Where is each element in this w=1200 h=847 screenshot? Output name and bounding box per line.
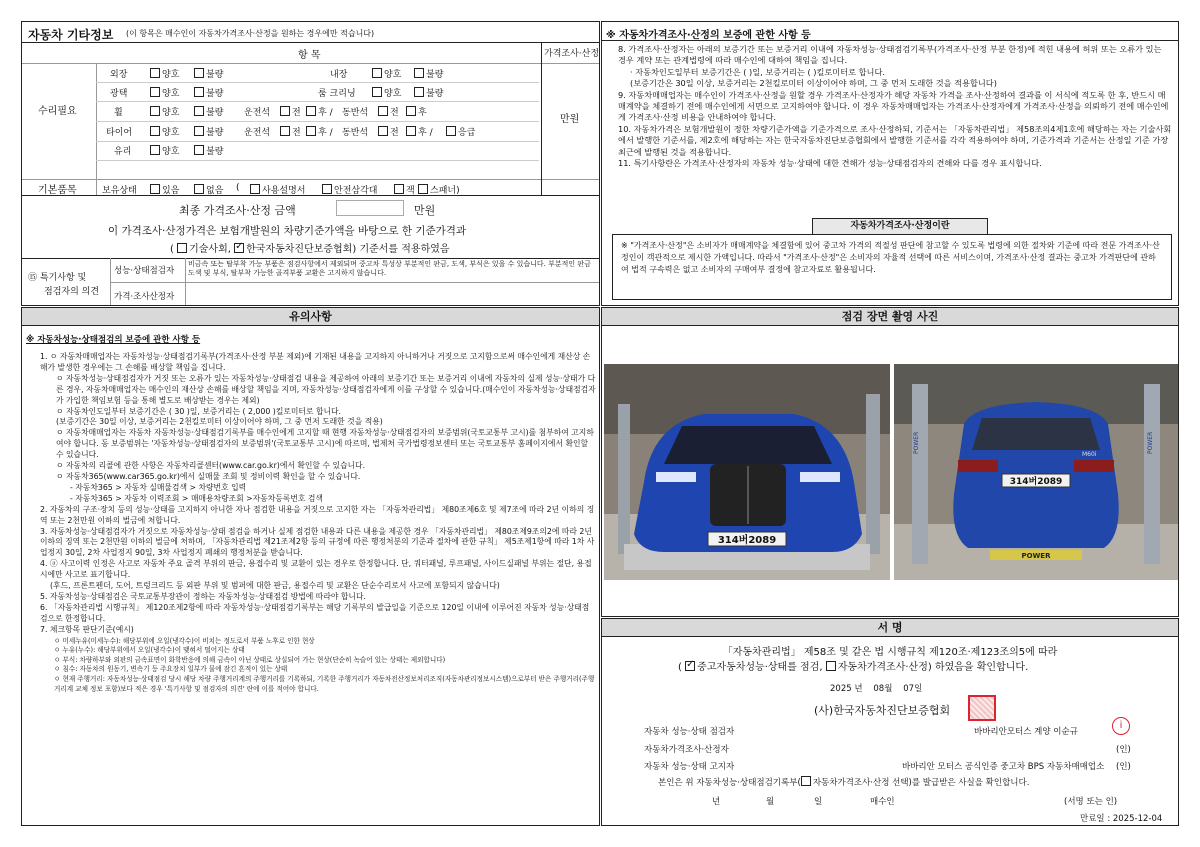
checkbox[interactable]: [194, 87, 204, 97]
org-name: (사)한국자동차진단보증협회: [814, 704, 951, 717]
possession-have: 있음: [150, 183, 179, 196]
wheel-driver-rear: 후 /: [306, 105, 333, 118]
glass-good: 양호: [150, 144, 179, 157]
wheel-pass-rear: 후: [406, 105, 427, 118]
checkbox[interactable]: [406, 106, 416, 116]
room-cleaning-good: 양호: [372, 86, 401, 99]
tire-pass-front: 전: [378, 125, 399, 138]
checkbox[interactable]: [414, 68, 424, 78]
notes-subtitle: ※ 자동차성능·상태점검의 보증에 관한 사항 등: [26, 335, 201, 345]
note-item: ㅇ 자동차매매업자는 자동차 자동차성능·상태점검기록부를 매수인에게 고지할 때 현행 자동차성능·상태점검자의 보증범위(국토교통부 고시)를 첨부하여 고지하여야 합니다. 동 보증범위는 '자동차성능·상태점검자의 보증범위'(국토교통부 고시)에 따르며, 법제처 국가법령정보센터 또는 국토교통부 홈페이지에서 확인할 수 있습니다.: [56, 428, 594, 460]
note-item: 2. 자동차의 구조·장치 등의 성능·상태를 고지하지 아니한 자나 점검한 내용을 거짓으로 고지한 자는 「자동차관리법」 제80조제6호 및 제7조에 따라 2년 이하의 징역 또는 2천만원 이하의 벌금에 처합니다.: [40, 504, 595, 525]
note-item: ㅇ 자동차365(www.car365.go.kr)에서 실매물 조회 및 정비이력 확인을 할 수 있습니다.: [56, 471, 361, 481]
col-price-header: 가격조사·산정: [544, 49, 600, 59]
checkbox[interactable]: [394, 184, 404, 194]
photos-title: 점검 장면 촬영 사진: [602, 308, 1178, 326]
front-car-photo: [604, 364, 890, 580]
appraisal-item: 11. 특기사항란은 가격조사·산정자의 자동차 성능·상태에 대한 견해가 성능·상태점검자의 견해와 다를 경우 표시합니다.: [618, 158, 1042, 169]
row-mark-notifier: (인): [1116, 762, 1131, 772]
sign-or-seal: (서명 또는 인): [1064, 797, 1118, 807]
row-mark-appraiser: (인): [1116, 745, 1131, 755]
tire-pass-rear: 후 /: [406, 125, 433, 138]
checkbox[interactable]: [418, 184, 428, 194]
tire-driver-rear: 후 /: [306, 125, 333, 138]
checkbox[interactable]: [322, 184, 332, 194]
gloss-good: 양호: [150, 86, 179, 99]
checkbox[interactable]: [234, 243, 244, 253]
special-perf-label: 성능·상태점검자: [114, 266, 175, 276]
note-item: 7. 체크항목 판단기준(예시): [40, 624, 134, 634]
basic-label: 기본품목: [38, 185, 77, 196]
appraisal-title: ※ 자동차가격조사·산정의 보증에 관한 사항 등: [606, 30, 811, 41]
buyer-confirm-line: 본인은 위 자동차성능·상태점검기록부( 자동차가격조사·산정 선택)를 발급받은 사실을 확인합니다.: [658, 778, 1030, 788]
gloss-label: 광택: [110, 89, 128, 99]
special-label-2: 점검자의 의견: [44, 287, 100, 297]
issue-date: 2025 년 08월 07일: [830, 684, 923, 694]
front-plate: 314버2089: [717, 535, 777, 546]
row-label-appraiser: 자동차가격조사·산정자: [644, 745, 729, 755]
signature-panel: [601, 618, 1179, 826]
possession-none: 없음: [194, 183, 223, 196]
checkbox[interactable]: [194, 145, 204, 155]
checkbox[interactable]: [150, 87, 160, 97]
checkbox[interactable]: [306, 106, 316, 116]
checkbox[interactable]: [194, 126, 204, 136]
buyer-date-y: 년: [712, 797, 721, 807]
note-item: ㅇ 자동차인도일부터 보증기간은 ( 30 )일, 보증거리는 ( 2,000 )킬로미터로 합니다.: [56, 406, 342, 416]
appraisal-item: 9. 자동차매매업자는 매수인이 가격조사·산정을 원할 경우 가격조사·산정자가 해당 자동차 가격을 조사·산정하여 결과를 이 서식에 적도록 한 후, 반드시 매매계약을 체결하기 전에 매수인에게 서면으로 고지하여야 합니다. 이 경우 자동차매매업자는 가격조사·산정자에게 가격조사·산정을 의뢰하기 전에 매수인에게 가격조사·산정 비용을 안내하여야 합니다.: [618, 89, 1169, 123]
note-item: 5. 자동차성능·상태점검은 국토교통부장관이 정하는 자동차성능·상태점검 방법에 따라야 합니다.: [40, 591, 366, 601]
checkbox[interactable]: [414, 87, 424, 97]
note-item: - 자동차365 > 자동차 이력조회 > 매매용차량조회 >자동차등록번호 검색: [70, 493, 323, 503]
gloss-bad: 불량: [194, 86, 223, 99]
wheel-bad: 불량: [194, 105, 223, 118]
interior-bad: 불량: [414, 67, 443, 80]
notes-panel: [21, 307, 600, 826]
appraisal-item: · 자동차인도일부터 보증기간은 ( )일, 보증거리는 ( )킬로미터로 합니다.: [630, 66, 885, 77]
checkbox[interactable]: [801, 776, 811, 786]
wheel-good: 양호: [150, 105, 179, 118]
exterior-label: 외장: [110, 70, 128, 80]
lift-brand-left: POWER: [913, 431, 920, 454]
checkbox[interactable]: [250, 184, 260, 194]
checkbox[interactable]: [378, 106, 388, 116]
exterior-bad: 불량: [194, 67, 223, 80]
row-value-notifier: 바바리안 모터스 공식인증 중고차 BPS 자동차매매업소: [902, 762, 1105, 772]
basis-line: 이 가격조사·산정가격은 보험개발원의 차량기준가액을 바탕으로 한 기준가격과: [108, 225, 467, 237]
rear-plate: 314버2089: [1009, 477, 1063, 487]
special-perf-text: 비금속 또는 탈부착 가능 부품은 점검사항에서 제외되며 중고차 특성상 부분적인 판금, 도색, 부식은 있을 수 있습니다. 부분적인 판금 도색 및 부식, 탈부착 가능한 골격부품 교환은 고지하지 않습니다.: [188, 260, 591, 277]
special-price-label: 가격·조사산정자: [114, 292, 175, 302]
checkbox[interactable]: [372, 68, 382, 78]
note-item: (보증기간은 30일 이상, 보증거리는 2천킬로미터 이상이어야 하며, 그 중 먼저 도래한 것을 적용): [56, 417, 383, 427]
room-cleaning-bad: 불량: [414, 86, 443, 99]
checkbox[interactable]: [150, 126, 160, 136]
checkbox[interactable]: [446, 126, 456, 136]
tire-label: 타이어: [106, 128, 133, 138]
signature-line2: ( ✓중고자동차성능·상태를 점검, 자동차가격조사·산정) 하였음을 확인합니다.: [678, 658, 1028, 673]
wheel-pass-front: 전: [378, 105, 399, 118]
price-unit: 만원: [560, 114, 580, 125]
col-item-header: 항 목: [298, 50, 321, 61]
wheel-driver: 운전석: [244, 108, 271, 118]
checkbox[interactable]: [685, 661, 695, 671]
checkbox[interactable]: [194, 106, 204, 116]
signature-line1: 「자동차관리법」 제58조 및 같은 법 시행규칙 제120조·제123조의5에 따라: [722, 647, 1058, 658]
notes-title: 유의사항: [22, 308, 599, 326]
rear-car-photo: [894, 364, 1178, 580]
tire-good: 양호: [150, 125, 179, 138]
tire-driver-front: 전: [280, 125, 301, 138]
expiry-date: 만료일 : 2025-12-04: [1080, 814, 1163, 824]
interior-good: 양호: [372, 67, 401, 80]
checkbox[interactable]: [150, 68, 160, 78]
note-item: 3. 자동차성능·상태점검자가 거짓으로 자동차성능·상태 점검을 하거나 실제 점검한 내용과 다른 내용을 제공한 경우 「자동차관리법」 제80조제9조의2에 따라 2년 이하의 징역 또는 2천만원 이하의 벌금에 처하며, 「자동차관리법 제21조제2항 등의 규정에 따른 행정처분의 기준과 절차에 관한 규칙」 제5조제1항에 따라 1차 사업정지 30일, 2차 사업정지 90일, 3차 사업정지 폐쇄의 행정처분을 받습니다.: [40, 526, 595, 558]
glass-bad: 불량: [194, 144, 223, 157]
tire-bad: 불량: [194, 125, 223, 138]
checkbox[interactable]: [372, 87, 382, 97]
checkbox[interactable]: [194, 184, 204, 194]
criteria-item: ㅇ 누유(누수): 해당부위에서 오일(냉각수)이 맺혀서 떨어지는 상태: [54, 646, 245, 655]
exterior-good: 양호: [150, 67, 179, 80]
item-spanner: 스패너): [418, 183, 460, 196]
lift-brand-rail: POWER: [1021, 552, 1051, 560]
tire-passenger: 동반석: [342, 128, 369, 138]
note-item: ㅇ 자동차성능·상태점검자가 거짓 또는 오류가 있는 자동차성능·상태점검 내용을 제공하여 아래의 보증기간 또는 보증거리 이내에 자동차의 실제 성능·상태가 다른 경우, 자동차매매업자는 매수인의 재산상 손해를 배상할 책임을 지며, 자동차성능·상태점검자에게 이를 구상할 수 있습니다.(매수인이 자동차성능·상태점검자가 가입한 책임보험 등을 통해 별도로 배상받는 경우는 제외): [56, 373, 596, 405]
checkbox[interactable]: [378, 126, 388, 136]
note-item: 4. ⓐ 사고이력 인정은 사고로 자동차 주요 골격 부위의 판금, 용접수리 및 교환이 있는 경우로 한정합니다. 단, 쿼터패널, 루프패널, 사이드실패널 부위는 절단, 용접 시에만 사고로 표기합니다.: [40, 559, 592, 580]
glass-label: 유리: [114, 147, 132, 157]
note-item: 6. 「자동차관리법 시행규칙」 제120조제2항에 따라 자동차성능·상태점검기록부는 해당 기록부의 발급일을 기준으로 120일 이내에 이루어진 자동차 성능·상태점검으로 한정합니다.: [40, 602, 590, 623]
final-price-label: 최종 가격조사·산정 금액: [179, 204, 296, 217]
buyer-date-m: 월: [766, 797, 775, 807]
repair-label: 수리필요: [38, 106, 77, 117]
appraisal-item: 8. 가격조사·산정자는 아래의 보증기간 또는 보증거리 이내에 자동차성능·상태점검기록부(가격조사·산정 부분 한정)에 적힌 내용에 허위 또는 오류가 있는 경우 계약 또는 관계법령에 따라 매수인에 대하여 책임을 집니다.: [618, 44, 1162, 66]
note-item: - 자동차365 > 자동차 실매물검색 > 차량번호 입력: [70, 482, 247, 492]
checkbox[interactable]: [150, 145, 160, 155]
checkbox[interactable]: [177, 243, 187, 253]
org-seal-icon: [968, 695, 996, 721]
buyer-label: 매수인: [870, 797, 895, 807]
checkbox[interactable]: [150, 184, 160, 194]
lift-brand-right: POWER: [1147, 431, 1154, 454]
note-item: ㅇ 자동차의 리콜에 관한 사항은 자동차리콜센터(www.car.go.kr)에서 확인할 수 있습니다.: [56, 461, 366, 471]
checkbox[interactable]: [406, 126, 416, 136]
wheel-label: 휠: [114, 108, 123, 118]
checkbox[interactable]: [194, 68, 204, 78]
note-item: 1. ㅇ 자동차매매업자는 자동차성능·상태점검기록부(가격조사·산정 부분 제외)에 기재된 내용을 고지하지 아니하거나 거짓으로 고지함으로써 매수인에게 재산상 손해가 발생한 경우에는 그 손해를 배상할 책임을 집니다.: [40, 352, 591, 372]
possession-label: 보유상태: [102, 186, 137, 196]
buyer-date-d: 일: [814, 797, 823, 807]
special-label-1: ⑮ 특기사항 및: [28, 273, 87, 283]
inspector-stamp-icon: i: [1112, 717, 1130, 735]
item-triangle: 안전삼각대: [322, 183, 377, 196]
criteria-item: ㅇ 미세누유(미세누수): 해당부위에 오일(냉각수)이 비치는 정도로서 부품 노후로 인한 현상: [54, 636, 315, 645]
final-price-input[interactable]: [336, 200, 404, 216]
item-jack: 잭: [394, 183, 415, 196]
paren-open: (: [236, 183, 240, 193]
appraisal-box-text: ※ "가격조사·산정"은 소비자가 매매계약을 체결함에 있어 중고차 가격의 적절성 판단에 참고할 수 있도록 법령에 의한 절차와 기준에 따라 전문 가격조사·산정인이 객관적으로 제시한 가액입니다. 따라서 "가격조사·산정"은 소비자의 자율적 선택에 따른 서비스이며, 가격조사·산정 결과는 중고차 가격판단에 관하여 법적 구속력은 없고 소비자의 구매여부 결정에 참고자료로 활용됩니다.: [612, 234, 1172, 300]
tire-driver: 운전석: [244, 128, 271, 138]
room-cleaning-label: 룸 크리닝: [318, 89, 356, 99]
signature-title: 서 명: [602, 619, 1178, 637]
appraisal-panel: [601, 21, 1179, 306]
row-label-notifier: 자동차 성능·상태 고지자: [644, 762, 735, 772]
rear-badge: M60i: [1082, 451, 1097, 458]
row-value-inspector: 바바리안모터스 계양 이순규: [974, 727, 1078, 737]
appraisal-item: (보증기간은 30일 이상, 보증거리는 2천킬로미터 이상이어야 하며, 그 중 먼저 도래한 것을 적용합니다): [630, 78, 997, 89]
other-info-note: (이 항목은 매수인이 자동차가격조사·산정을 원하는 경우에만 적습니다): [126, 29, 375, 38]
checkbox[interactable]: [150, 106, 160, 116]
photos-panel: [601, 307, 1179, 617]
item-manual: 사용설명서: [250, 183, 305, 196]
appraisal-item: 10. 자동차가격은 보험개발원이 정한 차량기준가액을 기준가격으로 조사·산정하되, 기준서는 「자동차관리법」 제58조의4제1호에 해당하는 자는 기술사회에서 발행한 기준서를, 제2호에 해당하는 자는 한국자동차진단보증협회에서 발행한 기준서를 각각 적용하여야 하며, 기준가격과 기준서는 산정일 기준 가장 최근에 발행된 것을 적용합니다.: [618, 123, 1172, 157]
final-price-unit: 만원: [414, 204, 436, 217]
other-info-title: 자동차 기타정보: [28, 28, 114, 42]
criteria-item: ㅇ 침수: 자동차의 원동기, 변속기 등 주요장치 일부가 물에 잠긴 흔적이 있는 상태: [54, 665, 288, 674]
criteria-item: ㅇ 현재 주행거리: 자동차성능·상태점검 당시 해당 차량 주행거리계의 주행거리를 기록하되, 기록한 주행거리가 자동차전산정보처리조직(자동차관리정보시스템)으로부터 받은 주행거리(주행거리계 교체 정보 포함)보다 적은 경우 '특기사항 및 점검자의 의견' 란에 이를 적어야 합니다.: [54, 674, 595, 693]
criteria-item: ㅇ 부식: 차량하부와 외판의 금속표면이 화학반응에 의해 금속이 아닌 상태로 상실되어 가는 현상(단순히 녹슬어 있는 상태는 제외합니다): [54, 655, 446, 664]
tire-emergency: 응급: [446, 125, 475, 138]
basis-options: ( 기술사회, ✓ 한국자동차진단보증협회) 기준서를 적용하였음: [170, 240, 450, 255]
interior-label: 내장: [330, 70, 348, 80]
other-info-panel: [21, 21, 600, 306]
checkbox[interactable]: [280, 106, 290, 116]
appraisal-box-title: 자동차가격조사·산정이란: [812, 218, 988, 235]
checkbox[interactable]: [826, 661, 836, 671]
row-label-inspector: 자동차 성능·상태 점검자: [644, 727, 735, 737]
note-item: (후드, 프론트펜더, 도어, 트렁크리드 등 외판 부위 및 범퍼에 대한 판금, 용접수리 및 교환은 단순수리로서 사고에 포함되지 않습니다): [50, 581, 500, 591]
wheel-driver-front: 전: [280, 105, 301, 118]
checkbox[interactable]: [280, 126, 290, 136]
checkbox[interactable]: [306, 126, 316, 136]
wheel-passenger: 동반석: [342, 108, 369, 118]
